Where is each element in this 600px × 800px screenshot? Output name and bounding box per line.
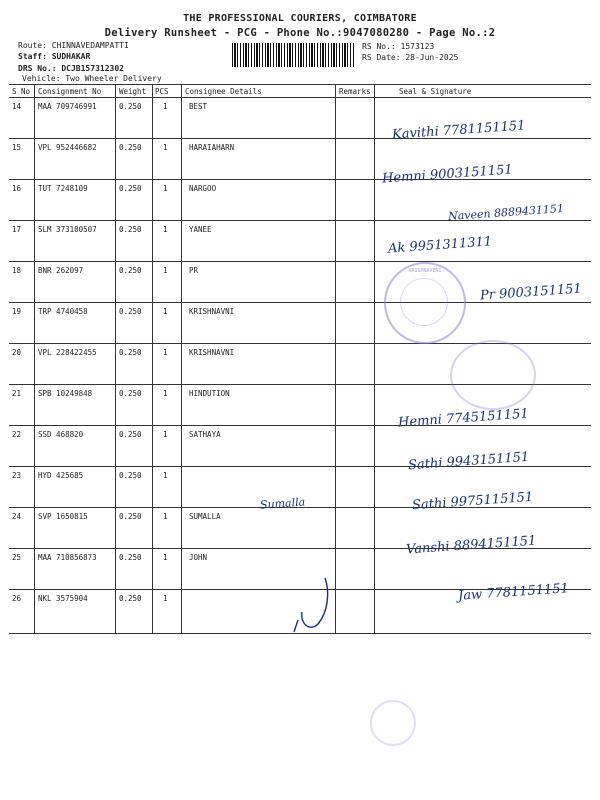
cell-sno: 24 — [12, 512, 22, 521]
cell-weight: 0.250 — [119, 512, 142, 521]
cell-consignee: SATHAYA — [189, 430, 221, 439]
cell-weight: 0.250 — [119, 553, 142, 562]
cell-weight: 0.250 — [119, 143, 142, 152]
cell-pcs: 1 — [163, 143, 168, 152]
cell-sno: 17 — [12, 225, 22, 234]
staff-label: Staff: — [18, 52, 47, 61]
rs-number: RS No.: 1573123 — [362, 42, 435, 51]
cell-weight: 0.250 — [119, 266, 142, 275]
staff-name: SUDHAKAR — [51, 52, 91, 61]
cell-consignment: HYD 425685 — [38, 471, 84, 480]
cell-weight: 0.250 — [119, 471, 142, 480]
cell-weight: 0.250 — [119, 184, 142, 193]
table-row — [9, 220, 591, 262]
cell-weight: 0.250 — [119, 225, 142, 234]
cell-sno: 22 — [12, 430, 22, 439]
cell-consignment: TRP 4740458 — [38, 307, 88, 316]
cell-pcs: 1 — [163, 225, 168, 234]
cell-pcs: 1 — [163, 266, 168, 275]
cell-consignment: NKL 3575904 — [38, 594, 88, 603]
cell-consignment: MAA 710856873 — [38, 553, 97, 562]
signature-16: Naveen 8889431151 — [447, 201, 565, 224]
signature-sumalla: Sumalla — [259, 495, 306, 512]
cell-consignment: SSD 468820 — [38, 430, 84, 439]
cell-weight: 0.250 — [119, 102, 142, 111]
signature-18: Pr 9003151151 — [479, 281, 583, 304]
stamp-text: KRISHNAVENI — [408, 268, 442, 274]
cell-sno: 21 — [12, 389, 22, 398]
company-stamp — [384, 262, 466, 344]
cell-consignee: SUMALLA — [189, 512, 221, 521]
cell-consignment: SLM 373100507 — [38, 225, 97, 234]
cell-consignee: YANEE — [189, 225, 212, 234]
cell-pcs: 1 — [163, 389, 168, 398]
cell-consignee: HARAIAHARN — [189, 143, 235, 152]
cell-pcs: 1 — [163, 553, 168, 562]
cell-sno: 18 — [12, 266, 22, 275]
cell-consignment: MAA 709746991 — [38, 102, 97, 111]
cell-sno: 20 — [12, 348, 22, 357]
cell-consignment: SVP 1650815 — [38, 512, 88, 521]
signature-15: Hemni 9003151151 — [381, 162, 514, 187]
cell-consignment: BNR 262097 — [38, 266, 84, 275]
cell-pcs: 1 — [163, 184, 168, 193]
cell-pcs: 1 — [163, 307, 168, 316]
cell-consignment: VPL 228422455 — [38, 348, 97, 357]
runsheet-subtitle: Delivery Runsheet - PCG - Phone No.:9047080280 - Page No.:2 — [104, 27, 496, 39]
cell-consignment: VPL 952446682 — [38, 143, 97, 152]
cell-weight: 0.250 — [119, 307, 142, 316]
cell-weight: 0.250 — [119, 594, 142, 603]
cell-weight: 0.250 — [119, 348, 142, 357]
signature-23: Sathi 9975115151 — [411, 489, 534, 514]
company-title: THE PROFESSIONAL COURIERS, COIMBATORE — [183, 13, 417, 24]
staff-field — [18, 52, 90, 61]
table-row — [9, 302, 591, 344]
cell-consignment: SPB 10249848 — [38, 389, 93, 398]
cell-sno: 23 — [12, 471, 22, 480]
cell-pcs: 1 — [163, 102, 168, 111]
cell-pcs: 1 — [163, 471, 168, 480]
vehicle-field: Vehicle: Two Wheeler Delivery — [22, 74, 162, 83]
cell-consignee: KRISHNAVNI — [189, 307, 235, 316]
cell-pcs: 1 — [163, 348, 168, 357]
signature-25: Jaw 7781151151 — [457, 581, 570, 604]
header-consignee: Consignee Details — [185, 87, 262, 96]
header-pcs: PCS — [155, 87, 169, 96]
signature-17: Ak 9951311311 — [387, 234, 493, 257]
barcode — [232, 43, 354, 67]
cell-sno: 15 — [12, 143, 22, 152]
cell-weight: 0.250 — [119, 430, 142, 439]
header-seal-signature: Seal & Signature — [399, 87, 472, 96]
rs-date: RS Date: 28-Jun-2025 — [362, 53, 459, 62]
faded-stamp — [450, 340, 536, 410]
faded-stamp-bottom — [370, 700, 416, 746]
cell-consignee: HINDUTION — [189, 389, 230, 398]
route-field: Route: CHINNAVEDAMPATTI — [18, 41, 129, 50]
header-consignment: Consignment No — [38, 87, 102, 96]
drs-number: DRS No.: DCJB157312302 — [18, 64, 124, 73]
cell-sno: 25 — [12, 553, 22, 562]
signature-21: Hemni 7745151151 — [397, 406, 530, 431]
cell-consignee: KRISHNAVNI — [189, 348, 235, 357]
cell-consignee: BEST — [189, 102, 208, 111]
signature-14: Kavithi 7781151151 — [391, 118, 526, 143]
signature-24: Vanshi 8894151151 — [405, 533, 537, 558]
cell-pcs: 1 — [163, 512, 168, 521]
cell-pcs: 1 — [163, 594, 168, 603]
cell-consignee: NARGOO — [189, 184, 217, 193]
cell-sno: 14 — [12, 102, 22, 111]
cell-pcs: 1 — [163, 430, 168, 439]
header-remarks: Remarks — [339, 87, 371, 96]
header-sno: S No — [12, 87, 31, 96]
cell-sno: 16 — [12, 184, 22, 193]
cell-consignee: PR — [189, 266, 199, 275]
cell-weight: 0.250 — [119, 389, 142, 398]
scribble-mark — [290, 572, 340, 637]
signature-22: Sathi 9943151151 — [407, 449, 530, 474]
cell-consignment: TUT 7248109 — [38, 184, 88, 193]
cell-sno: 19 — [12, 307, 22, 316]
cell-sno: 26 — [12, 594, 22, 603]
cell-consignee: JOHN — [189, 553, 208, 562]
header-weight: Weight — [119, 87, 147, 96]
